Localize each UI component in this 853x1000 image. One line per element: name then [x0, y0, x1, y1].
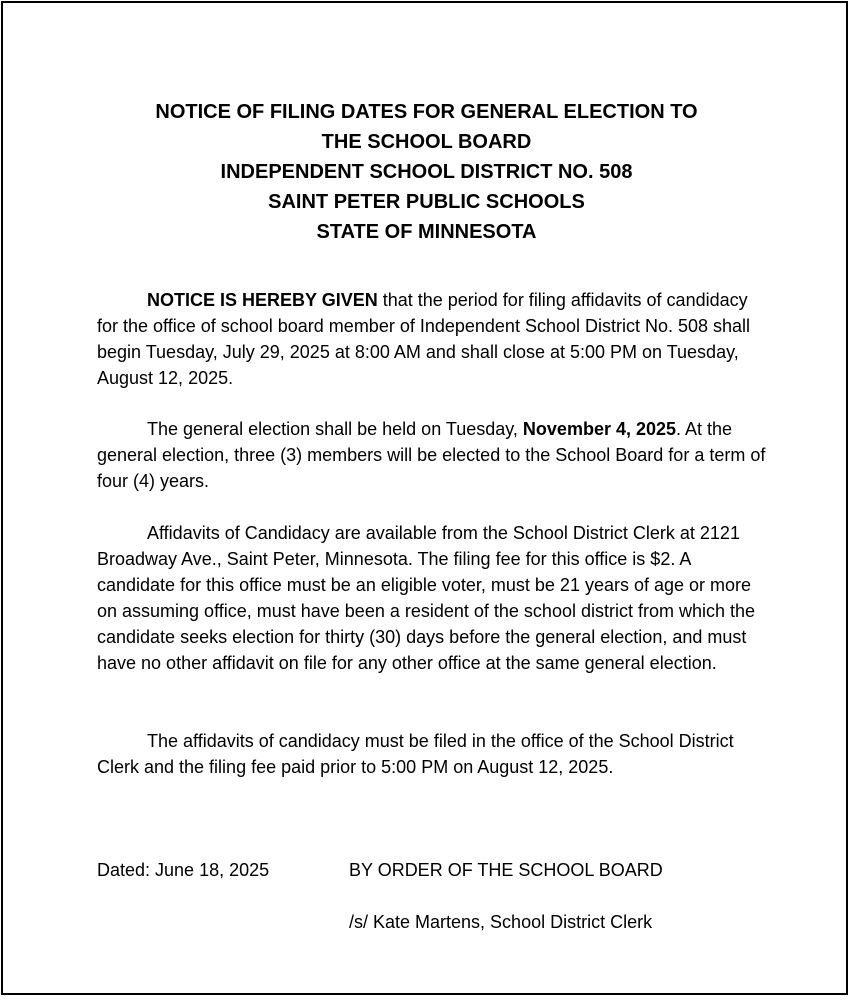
title-line-4: SAINT PETER PUBLIC SCHOOLS	[268, 191, 585, 213]
affidavits-text: Affidavits of Candidacy are available from the School District Clerk at 2121 Broadway Ave., Saint Peter, Minnesota. The filing fee for this office is $2. A candidate for this office must be an eligible voter, must be 21 years of age or more on assuming office, must have been a resident of the school district from which the candidate seeks election for thirty (30) days before the general election, and must have no other affidavit on file for any other office at the same general election.	[97, 523, 756, 673]
notice-lead: NOTICE IS HEREBY GIVEN	[147, 290, 378, 310]
filing-period-text: that the period for filing affidavits of candidacy for the office of school board member of Independent School District No. 508 shall begin Tuesday, July 29, 2025 at 8:00 AM and shall close at 5:00 PM on Tuesday, August 12, 2025.	[97, 290, 751, 388]
clerk-signature: /s/ Kate Martens, School District Clerk	[349, 912, 653, 932]
election-date: November 4, 2025	[522, 419, 677, 439]
paragraph-affidavits	[97, 520, 767, 676]
notice-title	[0, 97, 853, 247]
title-line-1: NOTICE OF FILING DATES FOR GENERAL ELECTION TO	[155, 101, 698, 123]
deadline-text: The affidavits of candidacy must be filed in the office of the School District Clerk and the filing fee paid prior to 5:00 PM on August 12, 2025.	[97, 731, 734, 777]
title-line-5: STATE OF MINNESOTA	[316, 221, 537, 243]
title-line-2: THE SCHOOL BOARD	[321, 131, 532, 153]
election-text-after: . At the general election, three (3) members will be elected to the School Board for a term of four (4) years.	[97, 419, 766, 491]
title-line-3: INDEPENDENT SCHOOL DISTRICT NO. 508	[220, 161, 633, 183]
paragraph-filing-period	[97, 287, 767, 391]
election-text-before: The general election shall be held on Tuesday,	[147, 419, 523, 439]
paragraph-deadline	[97, 728, 767, 780]
dated-line: Dated: June 18, 2025	[97, 860, 270, 880]
paragraph-election-date	[97, 416, 767, 494]
by-order-line: BY ORDER OF THE SCHOOL BOARD	[349, 860, 663, 880]
